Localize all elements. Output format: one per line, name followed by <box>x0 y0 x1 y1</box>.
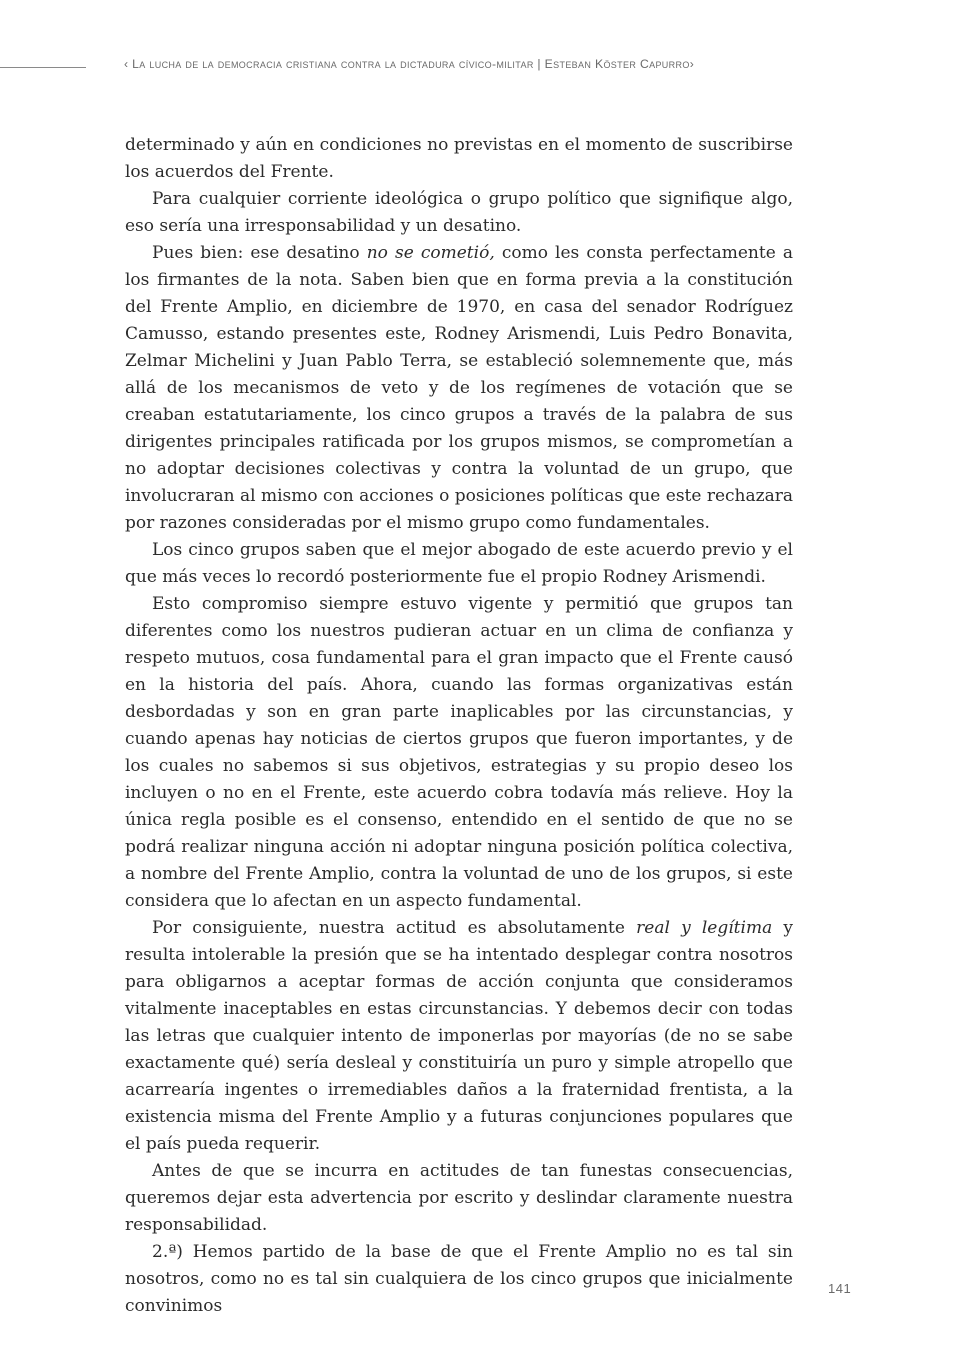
page-number: 141 <box>828 1281 852 1296</box>
paragraph-text: determinado y aún en condiciones no previstas en el momento de suscribirse los acuerdos del Frente. <box>125 135 793 182</box>
header-rule <box>0 67 86 68</box>
paragraph <box>125 240 793 537</box>
body-text <box>125 132 793 1320</box>
paragraph-text: como les consta perfectamente a los firmantes de la nota. Saben bien que en forma previa a la constitución del Frente Amplio, en diciembre de 1970, en casa del senador Rodríguez Camusso, estando presentes este, Rodney Arismendi, Luis Pedro Bonavita, Zelmar Michelini y Juan Pablo Terra, se estableció solemnemente que, más allá de los mecanismos de veto y de los regímenes de votación que se creaban estatutariamente, los cinco grupos a través de la palabra de sus dirigentes principales ratificada por los grupos mismos, se comprometían a no adoptar decisiones colectivas y contra la voluntad de un grupo, que involucraran al mismo con acciones o posiciones políticas que este rechazara por razones consideradas por el mismo grupo como fundamentales. <box>125 243 793 533</box>
paragraph <box>125 1239 793 1320</box>
paragraph-text: Por consiguiente, nuestra actitud es absolutamente <box>152 918 637 938</box>
paragraph <box>125 132 793 186</box>
paragraph <box>125 537 793 591</box>
paragraph-text: Esto compromiso siempre estuvo vigente y permitió que grupos tan diferentes como los nuestros pudieran actuar en un clima de confianza y respeto mutuos, cosa fundamental para el gran impacto que el Frente causó en la historia del país. Ahora, cuando las formas organizativas están desbordadas y son en gran parte inaplicables por las circunstancias, y cuando apenas hay noticias de ciertos grupos que fueron importantes, y de los cuales no sabemos si sus objetivos, estrategias y su propio deseo los incluyen o no en el Frente, este acuerdo cobra todavía más relieve. Hoy la única regla posible es el consenso, entendido en el sentido de que no se podrá realizar ninguna acción ni adoptar ninguna posición política colectiva, a nombre del Frente Amplio, contra la voluntad de uno de los grupos, si este considera que lo afectan en un aspecto fundamental. <box>125 594 793 911</box>
paragraph-text: Los cinco grupos saben que el mejor abogado de este acuerdo previo y el que más veces lo recordó posteriormente fue el propio Rodney Arismendi. <box>125 540 793 587</box>
emphasis-text: no se cometió, <box>366 243 495 263</box>
paragraph-text: Antes de que se incurra en actitudes de tan funestas consecuencias, queremos dejar esta advertencia por escrito y deslindar claramente nuestra responsabilidad. <box>125 1161 793 1235</box>
paragraph <box>125 1158 793 1239</box>
paragraph <box>125 186 793 240</box>
running-header: ‹ La lucha de la democracia cristiana contra la dictadura cívico-militar | Esteban Köster Capurro› <box>124 57 695 71</box>
emphasis-text: real y legítima <box>636 918 773 938</box>
paragraph-text: y resulta intolerable la presión que se ha intentado desplegar contra nosotros para obligarnos a aceptar formas de acción conjunta que consideramos vitalmente inaceptables en estas circunstancias. Y debemos decir con todas las letras que cualquier intento de imponerlas por mayorías (de no se sabe exactamente qué) sería desleal y constituiría un puro y simple atropello que acarrearía ingentes o irremediables daños a la fraternidad frentista, a la existencia misma del Frente Amplio y a futuras conjunciones populares que el país pueda requerir. <box>125 918 794 1154</box>
paragraph-text: Pues bien: ese desatino <box>152 243 367 263</box>
paragraph-text: 2.ª) Hemos partido de la base de que el Frente Amplio no es tal sin nosotros, como no es tal sin cualquiera de los cinco grupos que inicialmente convinimos <box>125 1242 793 1316</box>
paragraph <box>125 915 793 1158</box>
paragraph <box>125 591 793 915</box>
paragraph-text: Para cualquier corriente ideológica o grupo político que signifique algo, eso sería una irresponsabilidad y un desatino. <box>125 189 793 236</box>
